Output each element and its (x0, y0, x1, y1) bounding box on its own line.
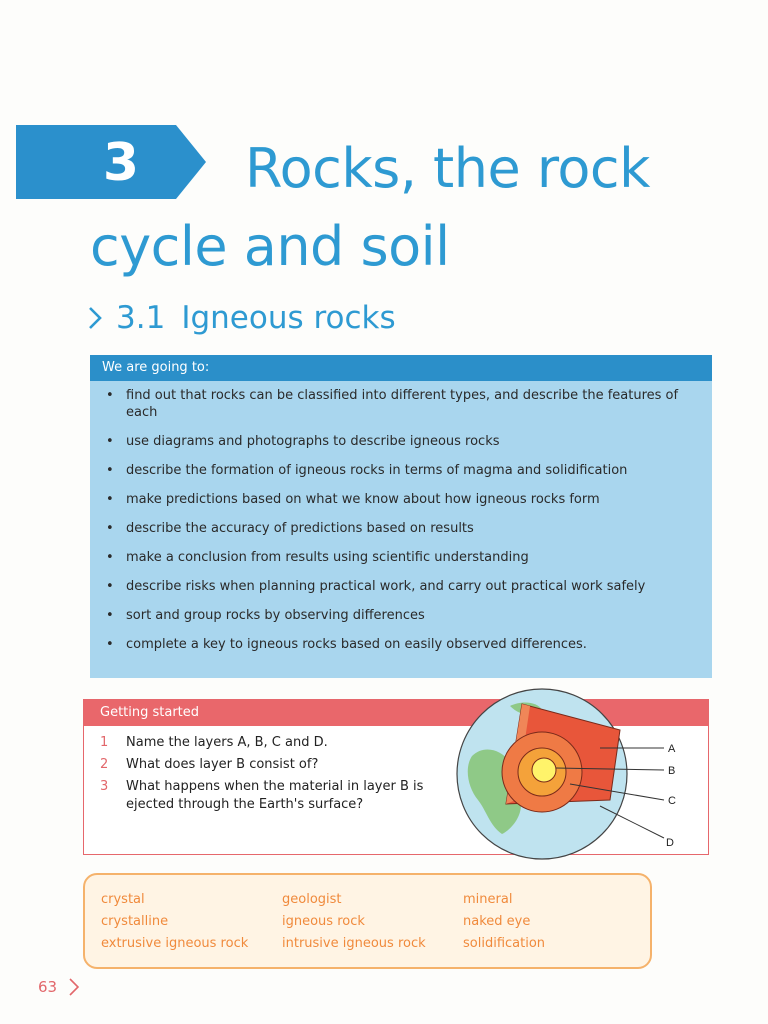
question-item (100, 756, 460, 774)
earth-layers-diagram (450, 688, 690, 860)
question-number: 3 (100, 779, 109, 794)
learning-goals-header: We are going to: (90, 355, 712, 381)
list-item: • sort and group rocks by observing differences (104, 607, 700, 624)
chevron-right-icon (88, 306, 102, 330)
key-word: intrusive igneous rock (282, 936, 426, 951)
key-word: geologist (282, 892, 342, 907)
key-word: solidification (463, 936, 546, 951)
chevron-right-icon (69, 978, 79, 996)
question-number: 2 (100, 757, 109, 772)
key-words-box (83, 873, 652, 969)
page-number (38, 978, 79, 996)
question-item (100, 734, 460, 752)
question-number: 1 (100, 735, 109, 750)
section-heading (88, 298, 396, 338)
label-c: C (668, 795, 676, 807)
question-item (100, 778, 460, 814)
getting-started-header: Getting started (84, 700, 708, 726)
key-words-column (282, 889, 426, 955)
key-word: crystalline (101, 914, 169, 929)
learning-goals-box (90, 355, 712, 678)
list-item: • use diagrams and photographs to describe igneous rocks (104, 433, 700, 450)
list-item: • complete a key to igneous rocks based on easily observed differences. (104, 636, 700, 653)
learning-goals-list (90, 381, 712, 653)
label-b: B (668, 765, 676, 777)
key-word: extrusive igneous rock (101, 936, 249, 951)
chapter-title: Rocks, the rock cycle and soil (90, 137, 650, 278)
list-item: • find out that rocks can be classified into different types, and describe the features of each (104, 387, 700, 421)
section-number: 3.1 (116, 300, 166, 336)
label-a: A (668, 743, 676, 755)
list-item: • describe the accuracy of predictions based on results (104, 520, 700, 537)
section-title: Igneous rocks (181, 300, 396, 336)
key-word: igneous rock (282, 914, 365, 929)
question-text: What does layer B consist of? (126, 757, 319, 772)
chapter-number: 3 (102, 133, 140, 193)
key-words-column (463, 889, 545, 955)
list-item: • describe risks when planning practical work, and carry out practical work safely (104, 578, 700, 595)
question-list (84, 726, 460, 814)
list-item: • describe the formation of igneous rocks in terms of magma and solidification (104, 462, 700, 479)
key-word: mineral (463, 892, 513, 907)
key-word: crystal (101, 892, 145, 907)
page-number-text: 63 (38, 978, 58, 996)
key-words-column (101, 889, 248, 955)
earth-inner-core (532, 758, 556, 782)
key-word: naked eye (463, 914, 531, 929)
question-text: What happens when the material in layer B is ejected through the Earth's surface? (126, 779, 424, 812)
question-text: Name the layers A, B, C and D. (126, 735, 328, 750)
list-item: • make a conclusion from results using scientific understanding (104, 549, 700, 566)
list-item: • make predictions based on what we know about how igneous rocks form (104, 491, 700, 508)
label-d: D (666, 837, 674, 849)
